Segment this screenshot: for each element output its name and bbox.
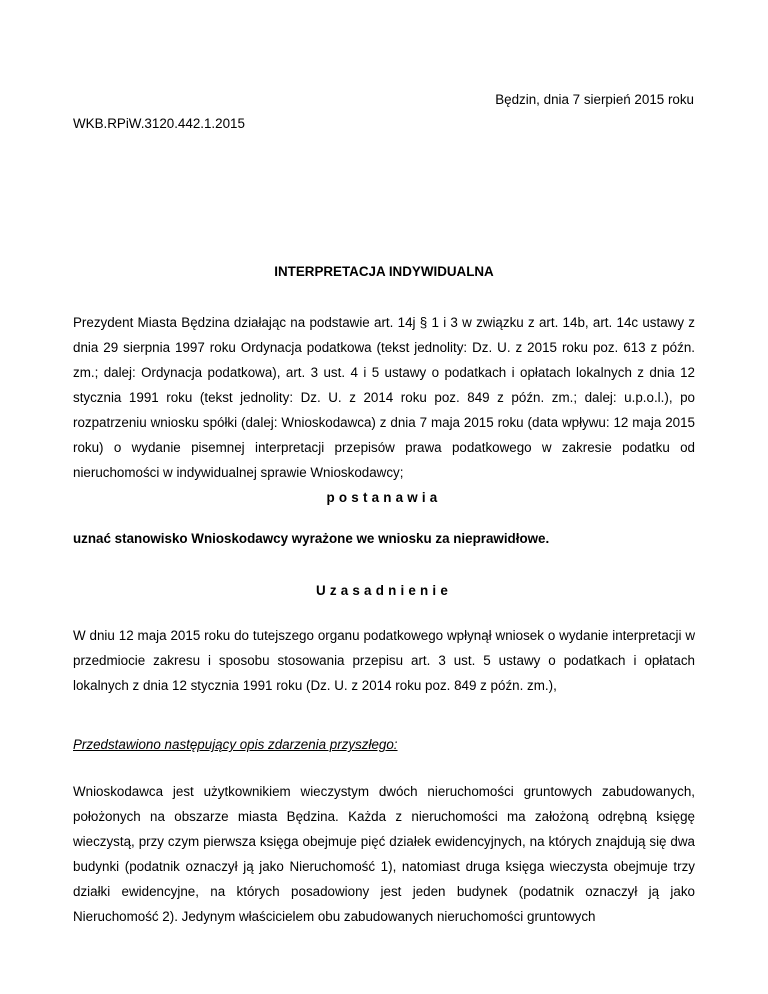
- reference-number: WKB.RPiW.3120.442.1.2015: [73, 116, 245, 131]
- decision-label: postanawia: [326, 490, 442, 505]
- facts-heading: Przedstawiono następujący opis zdarzenia przyszłego:: [73, 737, 398, 752]
- justification-label: Uzasadnienie: [316, 583, 452, 598]
- receipt-paragraph: W dniu 12 maja 2015 roku do tutejszego organu podatkowego wpłynął wniosek o wydanie interpretacji w przedmiocie zakresu i sposobu stosowania przepisu art. 3 ust. 5 ustawy o podatkach i opłatach lokalnych z dnia 12 stycznia 1991 roku (Dz. U. z 2014 roku poz. 849 z późn. zm.),: [73, 628, 695, 693]
- facts-paragraph: Wnioskodawca jest użytkownikiem wieczystym dwóch nieruchomości gruntowych zabudowanych, położonych na obszarze miasta Będzina. Każda z nieruchomości ma założoną odrębną księgę wieczystą, przy czym pierwsza księga obejmuje pięć działek ewidencyjnych, na których znajdują się dwa budynki (podatnik oznaczył ją jako Nieruchomość 1), natomiast druga księga wieczysta obejmuje trzy działki ewidencyjne, na których posadowiony jest jeden budynek (podatnik oznaczył ją jako Nieruchomość 2). Jedynym właścicielem obu zabudowanych nieruchomości gruntowych: [73, 784, 695, 924]
- intro-paragraph: Prezydent Miasta Będzina działając na podstawie art. 14j § 1 i 3 w związku z art. 14b, art. 14c ustawy z dnia 29 sierpnia 1997 roku Ordynacja podatkowa (tekst jednolity: Dz. U. z 2015 roku poz. 613 z późn. zm.; dalej: Ordynacja podatkowa), art. 3 ust. 4 i 5 ustawy o podatkach i opłatach lokalnych z dnia 12 stycznia 1991 roku (tekst jednolity: Dz. U. z 2014 roku poz. 849 z późn. zm.; dalej: u.p.o.l.), po rozpatrzeniu wniosku spółki (dalej: Wnioskodawca) z dnia 7 maja 2015 roku (data wpływu: 12 maja 2015 roku) o wydanie pisemnej interpretacji przepisów prawa podatkowego w zakresie podatku od nieruchomości w indywidualnej sprawie Wnioskodawcy;: [73, 315, 695, 480]
- place-and-date: Będzin, dnia 7 sierpień 2015 roku: [495, 92, 694, 107]
- document-title: INTERPRETACJA INDYWIDUALNA: [274, 264, 494, 279]
- decision-text: uznać stanowisko Wnioskodawcy wyrażone we wniosku za nieprawidłowe.: [73, 531, 550, 546]
